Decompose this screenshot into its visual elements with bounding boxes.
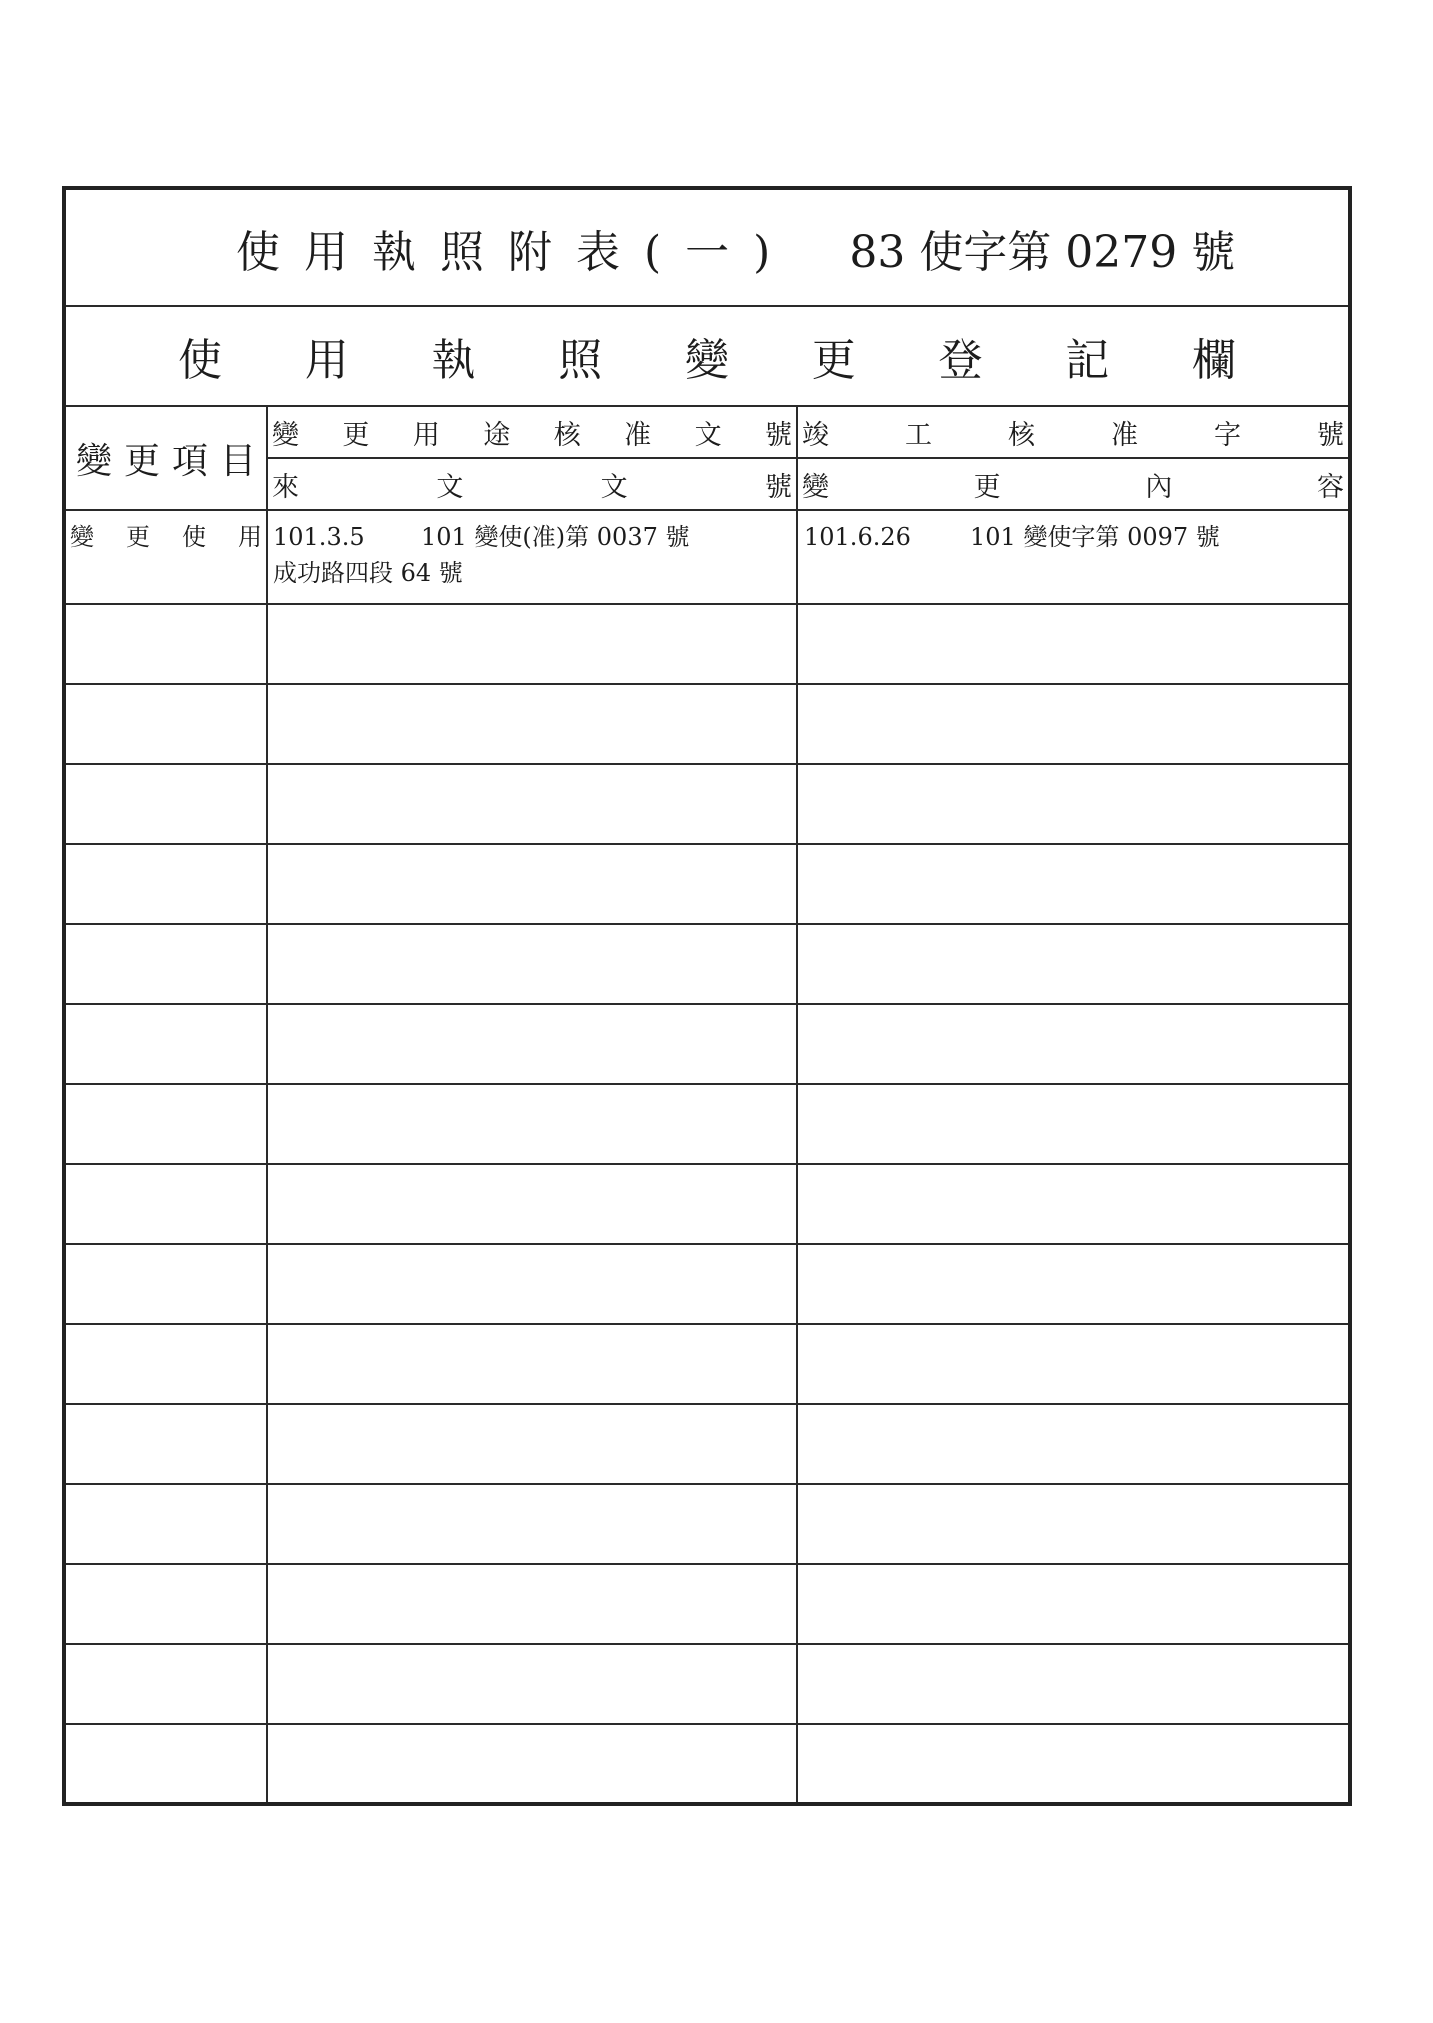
blank-cell <box>267 1404 797 1484</box>
blank-cell <box>64 1564 267 1644</box>
header-completion-no: 竣工核准字號 <box>802 419 1344 451</box>
table-row <box>64 510 1350 604</box>
blank-cell <box>797 1004 1350 1084</box>
heading-row <box>64 306 1350 406</box>
blank-cell <box>267 1164 797 1244</box>
blank-cell <box>797 844 1350 924</box>
blank-cell <box>267 1324 797 1404</box>
title-row <box>64 188 1350 306</box>
blank-cell <box>267 1724 797 1804</box>
blank-cell <box>64 1324 267 1404</box>
blank-cell <box>64 764 267 844</box>
blank-cell <box>267 1644 797 1724</box>
blank-cell <box>64 1004 267 1084</box>
blank-cell <box>267 1004 797 1084</box>
blank-cell <box>64 684 267 764</box>
blank-cell <box>64 1724 267 1804</box>
blank-cell <box>797 1724 1350 1804</box>
blank-row <box>64 764 1350 844</box>
heading-cell <box>64 306 1350 406</box>
completion-date: 101.6.26 <box>804 523 911 551</box>
blank-cell <box>64 1084 267 1164</box>
header-ref-no: 來文文號 <box>272 471 792 503</box>
record-completion-line <box>798 519 1348 555</box>
blank-cell <box>64 1244 267 1324</box>
blank-row <box>64 684 1350 764</box>
blank-cell <box>797 1404 1350 1484</box>
blank-cell <box>267 1564 797 1644</box>
record-approval-line <box>268 519 796 555</box>
blank-cell <box>797 1324 1350 1404</box>
blank-cell <box>797 684 1350 764</box>
blank-cell <box>64 1164 267 1244</box>
approval-number: 101 變使(准)第 0037 號 <box>421 523 690 551</box>
blank-cell <box>797 764 1350 844</box>
blank-cell <box>267 1484 797 1564</box>
record-item-cell <box>64 510 267 604</box>
header-completion-cell <box>797 406 1350 458</box>
blank-cell <box>64 844 267 924</box>
blank-cell <box>64 1404 267 1484</box>
change-registration-table <box>62 186 1352 1806</box>
blank-cell <box>267 1244 797 1324</box>
blank-cell <box>797 924 1350 1004</box>
record-approval-cell <box>267 510 797 604</box>
header-ref-cell <box>267 458 797 510</box>
header-approval-cell <box>267 406 797 458</box>
blank-row <box>64 1724 1350 1804</box>
blank-cell <box>267 1084 797 1164</box>
approval-date: 101.3.5 <box>273 523 365 551</box>
blank-cell <box>64 604 267 684</box>
record-completion-cell <box>797 510 1350 604</box>
blank-row <box>64 1004 1350 1084</box>
title-label: 使用執照附表(一) <box>236 226 795 278</box>
blank-row <box>64 1164 1350 1244</box>
blank-cell <box>267 604 797 684</box>
header-item-cell <box>64 406 267 510</box>
blank-cell <box>267 764 797 844</box>
blank-cell <box>797 1644 1350 1724</box>
blank-cell <box>64 1644 267 1724</box>
blank-row <box>64 604 1350 684</box>
blank-row <box>64 1404 1350 1484</box>
blank-row <box>64 1484 1350 1564</box>
blank-row <box>64 924 1350 1004</box>
blank-cell <box>64 924 267 1004</box>
completion-number: 101 變使字第 0097 號 <box>970 523 1220 551</box>
title <box>66 216 1348 280</box>
blank-cell <box>267 684 797 764</box>
blank-row <box>64 844 1350 924</box>
title-cell <box>64 188 1350 306</box>
blank-row <box>64 1244 1350 1324</box>
header-row-1 <box>64 406 1350 458</box>
blank-row <box>64 1644 1350 1724</box>
section-heading: 使用執照變更登記欄 <box>178 335 1236 386</box>
blank-cell <box>267 844 797 924</box>
blank-cell <box>797 1164 1350 1244</box>
blank-cell <box>797 1244 1350 1324</box>
blank-cell <box>797 1484 1350 1564</box>
header-change-content: 變更內容 <box>802 471 1344 503</box>
blank-cell <box>797 1564 1350 1644</box>
header-item: 變更項目 <box>76 440 256 482</box>
blank-cell <box>797 1084 1350 1164</box>
blank-cell <box>797 604 1350 684</box>
blank-row <box>64 1564 1350 1644</box>
permit-number: 83 使字第 0279 號 <box>849 226 1236 278</box>
header-change-content-cell <box>797 458 1350 510</box>
blank-cell <box>267 924 797 1004</box>
blank-row <box>64 1084 1350 1164</box>
record-address: 成功路四段 64 號 <box>273 559 463 587</box>
blank-row <box>64 1324 1350 1404</box>
blank-cell <box>64 1484 267 1564</box>
header-approval-no: 變更用途核准文號 <box>272 419 792 451</box>
record-item: 變更使用 <box>70 523 262 551</box>
